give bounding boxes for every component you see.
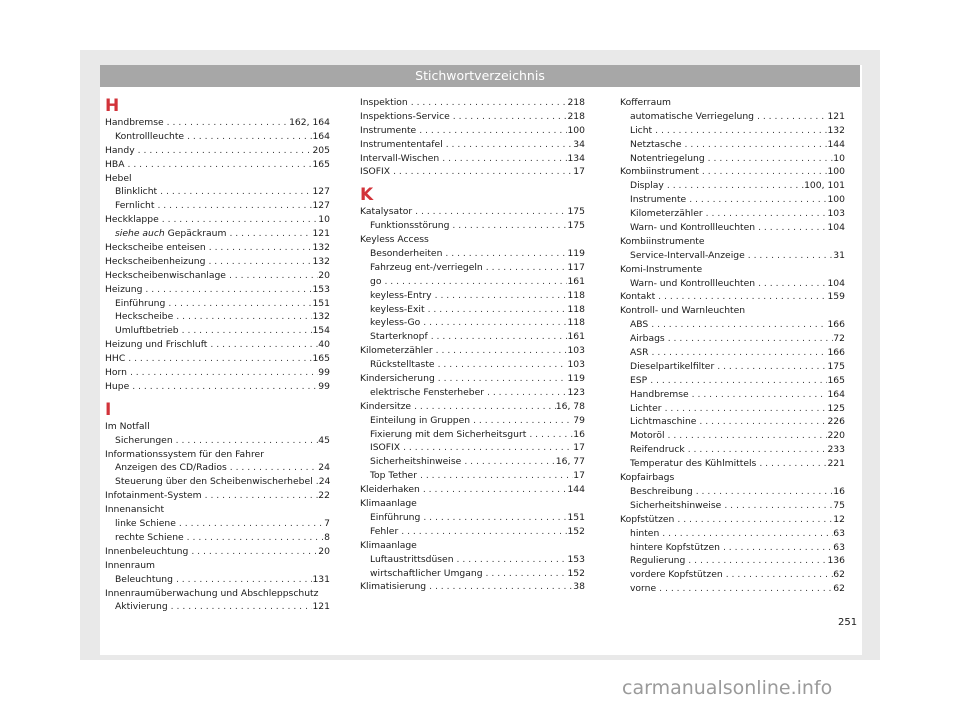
section-header: Stichwortverzeichnis (100, 65, 860, 87)
index-entry: Sicherheitshinweise . . . 75 (620, 499, 845, 513)
index-entry: Kilometerzähler . . . 103 (360, 344, 585, 358)
index-heading: Klimaanlage (360, 498, 417, 510)
index-entry: Fixierung mit dem Sicherheitsgurt . . . 16 (360, 428, 585, 442)
index-entry: hintere Kopfstützen . . . 63 (620, 541, 845, 555)
index-entry: vorne . . . 62 (620, 582, 845, 596)
index-entry: Sicherungen . . . 45 (105, 434, 330, 448)
section-letter-h: H (105, 96, 120, 116)
index-entry: Beschreibung . . . 16 (620, 485, 845, 499)
index-entry: ISOFIX . . . 17 (360, 165, 585, 179)
index-entry: Temperatur des Kühlmittels . . . 221 (620, 457, 845, 471)
index-entry: go . . . 161 (360, 275, 585, 289)
index-heading: Komi-Instrumente (620, 263, 703, 275)
index-entry: Instrumente . . . 100 (360, 124, 585, 138)
index-entry: Dieselpartikelfilter . . . 175 (620, 360, 845, 374)
index-heading: Im Notfall (105, 420, 150, 432)
index-entry: keyless-Go . . . 118 (360, 316, 585, 330)
index-column-3 (620, 96, 845, 596)
index-column-1 (105, 96, 330, 614)
index-heading: Klimaanlage (360, 539, 417, 551)
index-entry: Luftaustrittsdüsen . . . 153 (360, 553, 585, 567)
index-entry: Hupe . . . 99 (105, 380, 330, 394)
index-entry: Lichtmaschine . . . 226 (620, 415, 845, 429)
index-entry: Notentriegelung . . . 10 (620, 152, 845, 166)
index-entry: Einteilung in Gruppen . . . 79 (360, 414, 585, 428)
index-heading: Keyless Access (360, 234, 429, 246)
index-entry: Infotainment-System . . . 22 (105, 489, 330, 503)
index-entry: Anzeigen des CD/Radios . . . 24 (105, 461, 330, 475)
index-entry: Einführung . . . 151 (105, 297, 330, 311)
index-entry: siehe auch Gepäckraum . . . 121 (105, 227, 330, 241)
index-entry: Heckscheibe enteisen . . . 132 (105, 241, 330, 255)
index-entry: Katalysator . . . 175 (360, 205, 585, 219)
index-entry: linke Schiene . . . 7 (105, 517, 330, 531)
index-entry: Licht . . . 132 (620, 124, 845, 138)
index-heading: Hebel (105, 172, 132, 184)
index-entry: Kontrollleuchte . . . 164 (105, 130, 330, 144)
index-entry: Klimatisierung . . . 38 (360, 580, 585, 594)
index-entry: Funktionsstörung . . . 175 (360, 219, 585, 233)
index-entry: wirtschaftlicher Umgang . . . 152 (360, 567, 585, 581)
index-entry: ESP . . . 165 (620, 374, 845, 388)
index-entry: Beleuchtung . . . 131 (105, 573, 330, 587)
index-entry: Service-Intervall-Anzeige . . . 31 (620, 249, 845, 263)
watermark: carmanualsonline.info (622, 677, 833, 699)
index-entry: Instrumente . . . 100 (620, 193, 845, 207)
index-entry: Heckscheibenheizung . . . 132 (105, 255, 330, 269)
index-entry: Warn- und Kontrollleuchten . . . 104 (620, 277, 845, 291)
index-entry: Netztasche . . . 144 (620, 138, 845, 152)
index-entry: Warn- und Kontrollleuchten . . . 104 (620, 221, 845, 235)
index-entry: Kontakt . . . 159 (620, 290, 845, 304)
index-entry: ABS . . . 166 (620, 318, 845, 332)
index-entry: Instrumententafel . . . 34 (360, 138, 585, 152)
index-entry: keyless-Entry . . . 118 (360, 289, 585, 303)
index-entry: Starterknopf . . . 161 (360, 330, 585, 344)
index-entry: Rückstelltaste . . . 103 (360, 358, 585, 372)
index-entry: Horn . . . 99 (105, 366, 330, 380)
index-entry: Innenbeleuchtung . . . 20 (105, 545, 330, 559)
index-entry: Steuerung über den Scheibenwischerhebel . . . 24 (105, 475, 330, 489)
index-entry: Kindersitze . . . 16, 78 (360, 400, 585, 414)
index-heading: Informationssystem für den Fahrer (105, 448, 264, 460)
index-entry: Inspektions-Service . . . 218 (360, 110, 585, 124)
index-entry: Fernlicht . . . 127 (105, 199, 330, 213)
index-entry: Sicherheitshinweise . . . 16, 77 (360, 455, 585, 469)
index-heading: Kombiinstrumente (620, 235, 705, 247)
index-entry: Kindersicherung . . . 119 (360, 372, 585, 386)
index-entry: Inspektion . . . 218 (360, 96, 585, 110)
index-entry: Heckscheibe . . . 132 (105, 310, 330, 324)
index-entry: Airbags . . . 72 (620, 332, 845, 346)
index-entry: hinten . . . 63 (620, 527, 845, 541)
index-entry: Fahrzeug ent-/verriegeln . . . 117 (360, 261, 585, 275)
index-entry: Kilometerzähler . . . 103 (620, 207, 845, 221)
index-entry: Umluftbetrieb . . . 154 (105, 324, 330, 338)
index-entry: Heckklappe . . . 10 (105, 213, 330, 227)
section-letter-i: I (105, 399, 112, 420)
index-entry: Lichter . . . 125 (620, 402, 845, 416)
index-heading: Innenansicht (105, 504, 165, 516)
index-entry: elektrische Fensterheber . . . 123 (360, 386, 585, 400)
index-heading: Kontroll- und Warnleuchten (620, 305, 746, 317)
index-entry: ASR . . . 166 (620, 346, 845, 360)
index-entry: Besonderheiten . . . 119 (360, 247, 585, 261)
index-entry: automatische Verriegelung . . . 121 (620, 110, 845, 124)
index-entry: rechte Schiene . . . 8 (105, 531, 330, 545)
index-entry: Motoröl . . . 220 (620, 429, 845, 443)
index-entry: Handbremse . . . 162, 164 (105, 116, 330, 130)
index-entry: Handbremse . . . 164 (620, 388, 845, 402)
index-entry: Intervall-Wischen . . . 134 (360, 152, 585, 166)
index-entry: ISOFIX . . . 17 (360, 441, 585, 455)
index-entry: Blinklicht . . . 127 (105, 185, 330, 199)
index-entry: Top Tether . . . 17 (360, 469, 585, 483)
index-entry: HHC . . . 165 (105, 352, 330, 366)
index-entry: vordere Kopfstützen . . . 62 (620, 568, 845, 582)
index-entry: Fehler . . . 152 (360, 525, 585, 539)
index-entry: Kleiderhaken . . . 144 (360, 483, 585, 497)
index-entry: Aktivierung . . . 121 (105, 600, 330, 614)
index-entry: HBA . . . 165 (105, 158, 330, 172)
index-heading: Innenraum (105, 559, 156, 571)
index-entry: Heckscheibenwischanlage . . . 20 (105, 269, 330, 283)
index-entry: Display . . . 100, 101 (620, 179, 845, 193)
index-column-2 (360, 96, 585, 594)
index-heading: Kofferraum (620, 97, 671, 108)
index-entry: Einführung . . . 151 (360, 511, 585, 525)
index-entry: Kopfstützen . . . 12 (620, 513, 845, 527)
index-heading: Innenraumüberwachung und Abschleppschutz (105, 587, 319, 599)
index-entry: Heizung und Frischluft . . . 40 (105, 338, 330, 352)
index-entry: Handy . . . 205 (105, 144, 330, 158)
index-entry: Reifendruck . . . 233 (620, 443, 845, 457)
section-letter-k: K (360, 185, 374, 206)
index-entry: keyless-Exit . . . 118 (360, 303, 585, 317)
page-number: 251 (838, 617, 858, 628)
index-entry: Regulierung . . . 136 (620, 554, 845, 568)
index-entry: Heizung . . . 153 (105, 283, 330, 297)
index-entry: Kombiinstrument . . . 100 (620, 165, 845, 179)
index-heading: Kopfairbags (620, 472, 675, 484)
